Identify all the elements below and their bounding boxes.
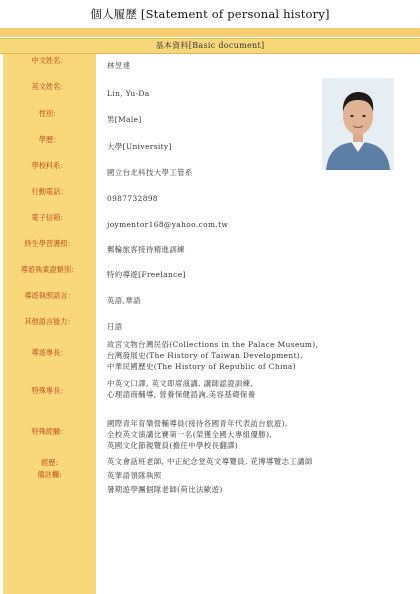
- value-guide-type: 特約導遊[Freelance]: [107, 270, 186, 279]
- value-special-skill-1: 中英文口譯, 英文即席演講, 講師認證訓練,: [107, 379, 254, 388]
- value-school: 國立台北科技大學工管系: [107, 168, 193, 177]
- value-special-skill-2: 心理諮商輔導, 營養保健諮詢,美容基礎保養: [107, 390, 256, 399]
- value-guide-specialty-2: 台灣發展史(The History of Taiwan Development),: [107, 351, 303, 360]
- value-chinese-name: 林昱達: [107, 61, 131, 70]
- value-guide-specialty-1: 故宮文物台灣民俗(Collections in the Palace Museum),: [107, 340, 319, 349]
- value-education: 大學[University]: [107, 142, 172, 151]
- label-chinese-name: 中文姓名：: [31, 56, 68, 65]
- value-special-exp-1: 國際青年育樂營輔導員(接待各國青年代表訪台旅遊),: [107, 419, 288, 428]
- top-color-bar: [0, 28, 420, 37]
- value-special-exp-2: 全校英文演講比賽第一名(榮獲全國大專組優勝),: [107, 430, 273, 439]
- label-guide-type: 導遊執業證類別：: [20, 265, 79, 274]
- value-lifelong: 郵輪旅客接待精進訓練: [107, 245, 185, 254]
- person-portrait-icon: [322, 78, 394, 170]
- value-other-lang: 日語: [107, 322, 123, 331]
- label-guide-lang: 導遊執照語言：: [24, 291, 75, 300]
- value-phone: 0987732898: [107, 194, 159, 203]
- value-guide-specialty-3: 中華民國歷史(The History of Republic of China): [107, 362, 296, 371]
- label-email: 電子信箱：: [31, 213, 68, 222]
- value-experience-2: 英華語領隊執照: [107, 471, 162, 480]
- document-title: 個人履歷 [Statement of personal history]: [90, 7, 330, 21]
- label-education: 學歷：: [38, 135, 61, 144]
- label-phone: 行動電話：: [31, 187, 68, 196]
- label-guide-specialty: 導遊專長：: [31, 348, 68, 357]
- value-special-exp-3: 英國文化節親覽員(擔任中學校長翻譯): [107, 441, 239, 450]
- resume-frame: [0, 28, 420, 594]
- value-email: joymentor168@yahoo.com.tw: [107, 220, 229, 229]
- label-other-lang: 其他語言能力：: [24, 317, 75, 326]
- label-gender: 性別：: [38, 109, 61, 118]
- value-english-name: Lin, Yu-Da: [107, 89, 150, 98]
- label-remarks: 備註欄:: [37, 470, 62, 479]
- value-experience-3: 暑期遊學團個隊老師(荷比法歐遊): [107, 485, 223, 494]
- label-column: [3, 54, 96, 594]
- section-header: 基本資料[Basic document]: [0, 38, 420, 54]
- value-gender: 男[Male]: [107, 115, 142, 124]
- label-english-name: 英文姓名：: [31, 82, 68, 91]
- label-experience: 經歷:: [41, 458, 58, 467]
- label-special-skill: 特殊專長：: [31, 386, 68, 395]
- label-school: 學校科系：: [31, 161, 68, 170]
- value-guide-lang: 英語,華語: [107, 296, 141, 305]
- label-lifelong: 終生學習護照：: [24, 239, 75, 248]
- value-experience-1: 英文會話班老師, 中正紀念堂英文導覽員, 花博導覽志工講師: [107, 457, 313, 466]
- label-special-exp: 特殊經驗：: [31, 427, 68, 436]
